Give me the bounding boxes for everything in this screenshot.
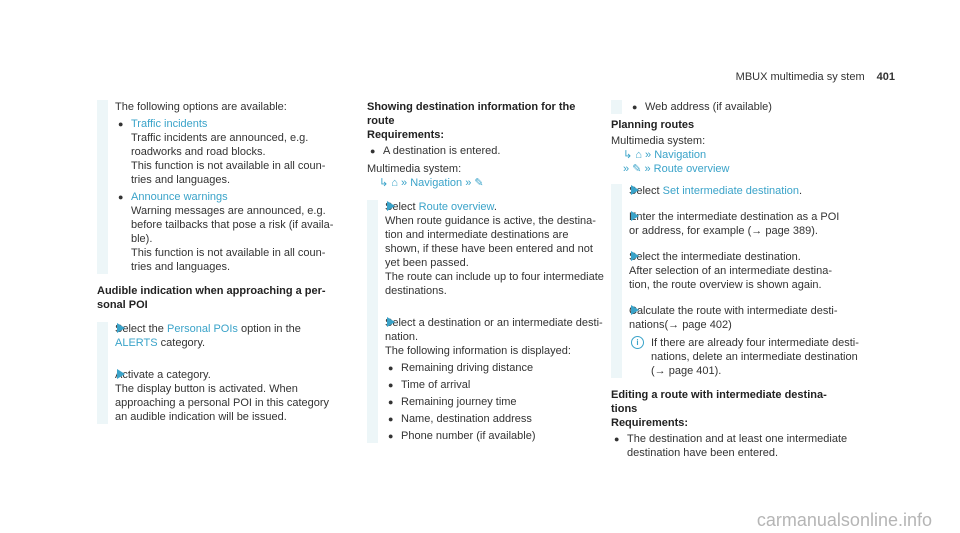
bullet-icon: ● bbox=[388, 397, 394, 407]
list-item: ● Remaining journey time bbox=[388, 396, 517, 408]
page-header bbox=[736, 70, 895, 84]
step-item: Activate a category. The display button is activated. When approaching a personal POI in this category an audible indication will be issued. bbox=[115, 369, 330, 423]
step-item: Select a destination or an intermediate desti- nation. The following information is displayed: ● Remaining driving distance ● Time of arrival ● Remaining journey time ● Name, destination address ● Phone number (if available) bbox=[385, 316, 607, 443]
list-item: ● A destination is entered. bbox=[370, 145, 501, 157]
chevron-icon: » bbox=[465, 177, 472, 189]
options-block bbox=[97, 100, 337, 274]
bullet-icon: ● bbox=[118, 119, 124, 129]
bullet-icon: ● bbox=[370, 146, 376, 156]
section-heading: Editing a route with intermediate destina- tions Requirements: bbox=[611, 389, 827, 429]
home-icon: ⌂ bbox=[635, 149, 642, 161]
chevron-icon: » bbox=[644, 163, 651, 175]
home-icon: ⌂ bbox=[391, 177, 398, 189]
route-pen-icon: ✎ bbox=[474, 177, 484, 189]
step-item: Select the Personal POIs option in the ALERTS category. bbox=[115, 323, 301, 349]
info-note: i If there are already four intermediate desti- nations, delete an intermediate destination (→ page 401). bbox=[629, 336, 901, 378]
info-icon: i bbox=[631, 336, 644, 349]
option-label: Traffic incidents bbox=[131, 118, 208, 130]
bullet-icon: ● bbox=[388, 431, 394, 441]
step-item: Select Route overview. When route guidance is active, the destina- tion and intermediate destinations are shown, if these have been entered and not yet been passed. The route can include up to four intermediate destinations. bbox=[385, 201, 604, 297]
step-arrow-icon bbox=[117, 323, 125, 333]
watermark: carmanualsonline.info bbox=[756, 510, 932, 530]
column-2: Showing destination information for the route Requirements: ● A destination is entered. Multimedia system: ↳ ⌂ » Navigation » ✎ Select Route overview. When route guidance is active, the destina- tion and intermediate destinations are shown, if these have been entered and not yet been passed. The route can include up to four intermediate destinations. Select a destination or an intermediate desti- nation. The following information is displayed: ● Remaining driving distance ● Time of arrival ● Remaining journey time ● Name, destination address ● Phone number (if available) bbox=[367, 100, 607, 446]
list-item: ● The destination and at least one intermediate destination have been entered. bbox=[614, 433, 848, 459]
step-item: Select the intermediate destination. After selection of an intermediate destina- tion, the route overview is shown again. bbox=[629, 251, 833, 291]
chevron-icon: » bbox=[645, 149, 652, 161]
bullet-icon: ● bbox=[614, 434, 620, 444]
step-arrow-icon bbox=[387, 317, 395, 327]
path-arrow-icon: ↳ bbox=[623, 149, 633, 161]
bullet-icon: ● bbox=[388, 414, 394, 424]
chevron-icon: » bbox=[401, 177, 408, 189]
step-arrow-icon bbox=[631, 305, 639, 315]
column-1 bbox=[97, 100, 337, 424]
options-intro: The following options are available: bbox=[115, 101, 287, 113]
menu-path: ↳ ⌂ » Navigation » ✎ bbox=[379, 177, 484, 189]
list-item: ● Traffic incidents Traffic incidents are announced, e.g. roadworks and road blocks. This function is not available in all coun- tries and languages. bbox=[118, 118, 326, 186]
step-arrow-icon bbox=[631, 211, 639, 221]
section-heading: Showing destination information for the route Requirements: bbox=[367, 101, 576, 141]
header-title: MBUX multimedia sy stem bbox=[735, 71, 865, 83]
list-item: ● Phone number (if available) bbox=[388, 430, 536, 442]
bullet-icon: ● bbox=[388, 363, 394, 373]
chevron-icon: » bbox=[623, 163, 630, 175]
bullet-icon: ● bbox=[388, 380, 394, 390]
steps-block bbox=[367, 200, 607, 443]
path-arrow-icon: ↳ bbox=[379, 177, 389, 189]
step-arrow-icon bbox=[117, 369, 125, 379]
list-item: ● Name, destination address bbox=[388, 413, 532, 425]
step-item: Enter the intermediate destination as a POI or address, for example (→ page 389). bbox=[629, 211, 840, 237]
step-arrow-icon bbox=[631, 185, 639, 195]
route-pen-icon: ✎ bbox=[632, 163, 642, 175]
steps-block bbox=[97, 322, 337, 424]
info-continuation bbox=[611, 100, 901, 114]
list-item: ● Announce warnings Warning messages are announced, e.g. before tailbacks that pose a risk (if availa- ble). This function is not available in all coun- tries and languages. bbox=[118, 191, 334, 273]
page-number: 401 bbox=[876, 71, 895, 83]
menu-path: ↳ ⌂ » Navigation » ✎ » Route overview bbox=[623, 149, 730, 175]
bullet-icon: ● bbox=[632, 102, 638, 112]
step-item: Select Set intermediate destination. bbox=[629, 185, 803, 197]
step-arrow-icon bbox=[631, 251, 639, 261]
section-heading: Planning routes bbox=[611, 119, 695, 131]
list-item: ● Web address (if available) bbox=[632, 101, 772, 113]
bullet-icon: ● bbox=[118, 192, 124, 202]
steps-block bbox=[611, 184, 901, 378]
step-item: Calculate the route with intermediate desti- nations(→ page 402) bbox=[629, 305, 838, 331]
list-item: ● Remaining driving distance bbox=[388, 362, 534, 374]
list-item: ● Time of arrival bbox=[388, 379, 471, 391]
option-label: Announce warnings bbox=[131, 191, 228, 203]
step-arrow-icon bbox=[387, 201, 395, 211]
section-heading: Audible indication when approaching a per- sonal POI bbox=[97, 285, 326, 311]
column-3: ● Web address (if available) Planning routes Multimedia system: ↳ ⌂ » Navigation » ✎ » Route overview Select Set intermediate destination. Enter the intermediate destination as a POI or address, for example (→ page 389). Select the intermediate destination. After selection of an intermediate destina- tion, the route overview is shown again. Calculate the route with intermediate desti- nations(→ page 402) i If there are already four intermediate desti- nations, delete an intermediate destination (→ page 401). Editing a route with intermediate destina- tions Requirements: ● The destination and at least one intermediate destination have been entered. bbox=[611, 100, 901, 463]
